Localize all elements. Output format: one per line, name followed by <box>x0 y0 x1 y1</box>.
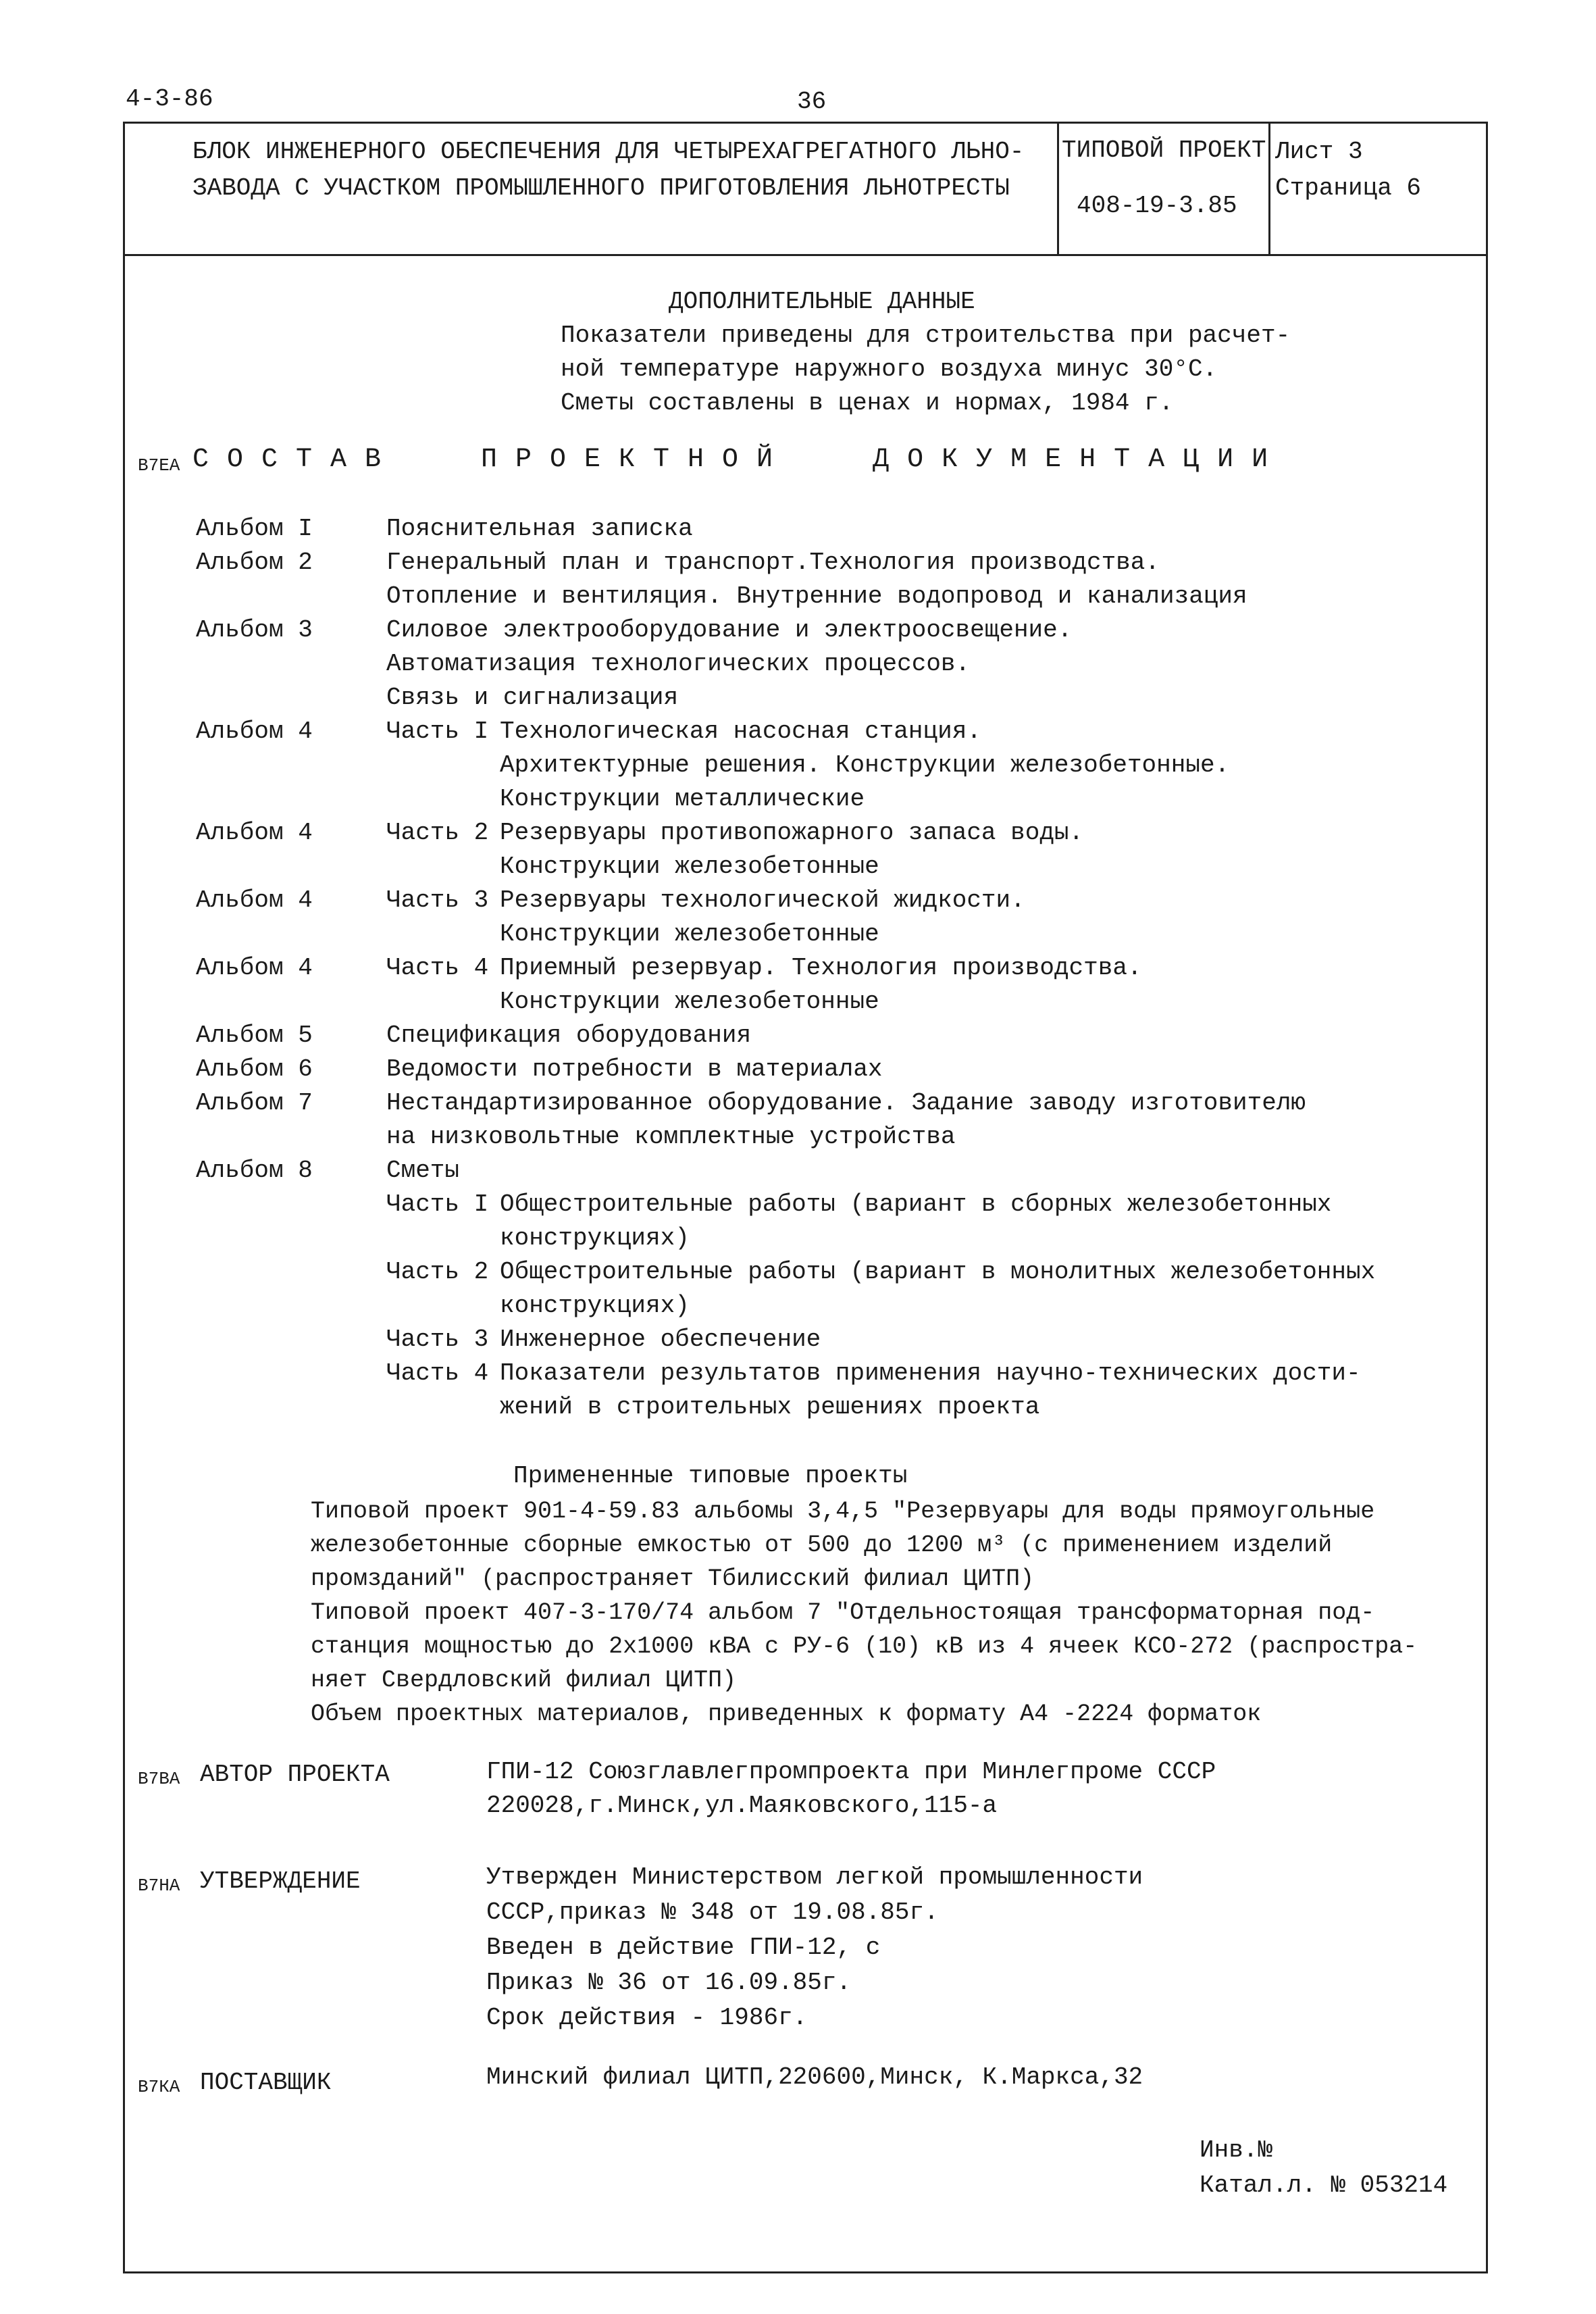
album-label <box>196 1222 313 1255</box>
album-label: Альбом 4 <box>196 954 313 982</box>
album-label <box>196 1188 313 1222</box>
catalog-number: Катал.л. № 053214 <box>1200 2171 1448 2199</box>
page-label: Страница 6 <box>1275 174 1422 202</box>
album-label <box>196 681 313 715</box>
composition-row-text: конструкциях) <box>500 1224 690 1252</box>
part-label: Часть I <box>386 718 489 745</box>
applied-line-6: няет Свердловский филиал ЦИТП) <box>311 1667 737 1694</box>
album-label <box>196 917 313 951</box>
composition-row-text: Технологическая насосная станция. <box>500 718 981 745</box>
author-label: АВТОР ПРОЕКТА <box>200 1761 390 1788</box>
composition-row-text: Показатели результатов применения научно-технических дости- <box>500 1359 1361 1387</box>
author-code: В7ВА <box>138 1769 180 1789</box>
applied-line-5: станция мощностью до 2х1000 кВА с РУ-6 (10) кВ из 4 ячеек КСО-272 (распростра- <box>311 1633 1418 1660</box>
approval-line-2: СССР,приказ № 348 от 19.08.85г. <box>486 1898 939 1926</box>
album-label: Альбом 2 <box>196 549 313 576</box>
composition-row-text: Связь и сигнализация <box>386 684 679 711</box>
composition-row-text: Резервуары противопожарного запаса воды. <box>500 819 1084 847</box>
supplier-code: В7КА <box>138 2077 180 2097</box>
composition-row-text: Инженерное обеспечение <box>500 1326 821 1353</box>
composition-row-text: Сметы <box>386 1157 460 1184</box>
album-label <box>196 1390 313 1424</box>
album-label <box>196 1255 313 1289</box>
part-label: Часть 2 <box>386 1258 489 1286</box>
supplier-label: ПОСТАВЩИК <box>200 2069 332 2096</box>
composition-row-text: Автоматизация технологических процессов. <box>386 650 971 678</box>
applied-line-1: Типовой проект 901-4-59.83 альбомы 3,4,5 "Резервуары для воды прямоугольные <box>311 1498 1375 1525</box>
author-line-2: 220028,г.Минск,ул.Маяковского,115-а <box>486 1792 998 1819</box>
composition-row-text: жений в строительных решениях проекта <box>500 1393 1040 1421</box>
applied-line-3: промзданий" (распространяет Тбилисский филиал ЦИТП) <box>311 1565 1035 1592</box>
part-label: Часть 4 <box>386 954 489 982</box>
approval-code: В7НА <box>138 1876 180 1896</box>
composition-row-text: конструкциях) <box>500 1292 690 1319</box>
composition-row-text: Общестроительные работы (вариант в сборных железобетонных <box>500 1190 1332 1218</box>
composition-row-text: Конструкции металлические <box>500 785 865 813</box>
album-label: Альбом 4 <box>196 718 313 745</box>
album-label <box>196 749 313 782</box>
album-label: Альбом 8 <box>196 1157 313 1184</box>
additional-line-1: Показатели приведены для строительства при расчет- <box>561 322 1291 349</box>
part-label: Часть 4 <box>386 1359 489 1387</box>
header-title-line1: БЛОК ИНЖЕНЕРНОГО ОБЕСПЕЧЕНИЯ ДЛЯ ЧЕТЫРЕХАГРЕГАТНОГО ЛЬНО- <box>192 138 1025 166</box>
header-col-divider-1 <box>1057 122 1059 255</box>
composition-row-text: Конструкции железобетонные <box>500 853 879 880</box>
composition-row-text: Силовое электрооборудование и электроосвещение. <box>386 616 1073 644</box>
page-number: 36 <box>797 88 827 116</box>
additional-line-3: Сметы составлены в ценах и нормах, 1984 г. <box>561 389 1174 417</box>
inventory-number: Инв.№ <box>1200 2136 1273 2164</box>
album-label <box>196 580 313 613</box>
header-title-line2: ЗАВОДА С УЧАСТКОМ ПРОМЫШЛЕННОГО ПРИГОТОВЛЕНИЯ ЛЬНОТРЕСТЫ <box>192 174 1010 202</box>
composition-row-text: Приемный резервуар. Технология производства. <box>500 954 1142 982</box>
composition-title-text: СОСТАВ ПРОЕКТНОЙ ДОКУМЕНТАЦИИ <box>192 445 1287 475</box>
album-label: Альбом 4 <box>196 886 313 914</box>
approval-line-4: Приказ № 36 от 16.09.85г. <box>486 1969 852 1996</box>
applied-line-2: железобетонные сборные емкостью от 500 до 1200 м³ (с применением изделий <box>311 1532 1333 1559</box>
approval-label: УТВЕРЖДЕНИЕ <box>200 1867 361 1895</box>
album-label: Альбом 3 <box>196 616 313 644</box>
text-column <box>386 512 1375 1424</box>
composition-row-text: Спецификация оборудования <box>386 1022 752 1049</box>
album-label <box>196 850 313 884</box>
composition-row-text: Ведомости потребности в материалах <box>386 1055 883 1083</box>
composition-row-text: Резервуары технологической жидкости. <box>500 886 1025 914</box>
part-label: Часть 3 <box>386 886 489 914</box>
album-label <box>196 1120 313 1154</box>
applied-title: Примененные типовые проекты <box>513 1462 908 1490</box>
album-label <box>196 647 313 681</box>
header-divider <box>123 254 1488 256</box>
composition-row-text: Генеральный план и транспорт.Технология производства. <box>386 549 1160 576</box>
album-label <box>196 1357 313 1390</box>
project-number: 408-19-3.85 <box>1077 192 1237 220</box>
approval-line-5: Срок действия - 1986г. <box>486 2004 808 2032</box>
composition-code: В7ЕА <box>138 455 180 476</box>
doc-code: 4-3-86 <box>126 85 213 113</box>
album-label: Альбом 5 <box>196 1022 313 1049</box>
album-label: Альбом 7 <box>196 1089 313 1117</box>
album-label: Альбом I <box>196 515 313 543</box>
part-label: Часть I <box>386 1190 489 1218</box>
album-label <box>196 1323 313 1357</box>
album-label: Альбом 6 <box>196 1055 313 1083</box>
composition-row-text: на низковольтные комплектные устройства <box>386 1123 956 1151</box>
album-label <box>196 782 313 816</box>
additional-title: ДОПОЛНИТЕЛЬНЫЕ ДАННЫЕ <box>669 288 975 316</box>
author-line-1: ГПИ-12 Союзглавлегпромпроекта при Минлегпроме СССР <box>486 1758 1216 1786</box>
composition-row-text: Общестроительные работы (вариант в монолитных железобетонных <box>500 1258 1376 1286</box>
album-label: Альбом 4 <box>196 819 313 847</box>
part-label: Часть 3 <box>386 1326 489 1353</box>
composition-title <box>192 443 1286 477</box>
composition-row-text: Нестандартизированное оборудование. Задание заводу изготовителю <box>386 1089 1306 1117</box>
supplier-text: Минский филиал ЦИТП,220600,Минск, К.Маркса,32 <box>486 2063 1143 2091</box>
composition-row-text: Архитектурные решения. Конструкции железобетонные. <box>500 751 1230 779</box>
album-label <box>196 985 313 1019</box>
additional-line-2: ной температуре наружного воздуха минус 30°С. <box>561 355 1218 383</box>
sheet-label: Лист 3 <box>1275 138 1363 166</box>
project-label: ТИПОВОЙ ПРОЕКТ <box>1062 136 1266 164</box>
header-col-divider-2 <box>1268 122 1270 255</box>
approval-line-1: Утвержден Министерством легкой промышленности <box>486 1863 1143 1891</box>
applied-line-4: Типовой проект 407-3-170/74 альбом 7 "Отдельностоящая трансформаторная под- <box>311 1599 1375 1626</box>
approval-line-3: Введен в действие ГПИ-12, с <box>486 1934 881 1961</box>
composition-row-text: Конструкции железобетонные <box>500 988 879 1015</box>
composition-row-text: Пояснительная записка <box>386 515 693 543</box>
applied-line-7: Объем проектных материалов, приведенных к формату А4 -2224 форматок <box>311 1701 1262 1728</box>
album-column <box>196 512 313 1424</box>
part-label: Часть 2 <box>386 819 489 847</box>
album-label <box>196 1289 313 1323</box>
composition-row-text: Отопление и вентиляция. Внутренние водопровод и канализация <box>386 582 1247 610</box>
composition-row-text: Конструкции железобетонные <box>500 920 879 948</box>
